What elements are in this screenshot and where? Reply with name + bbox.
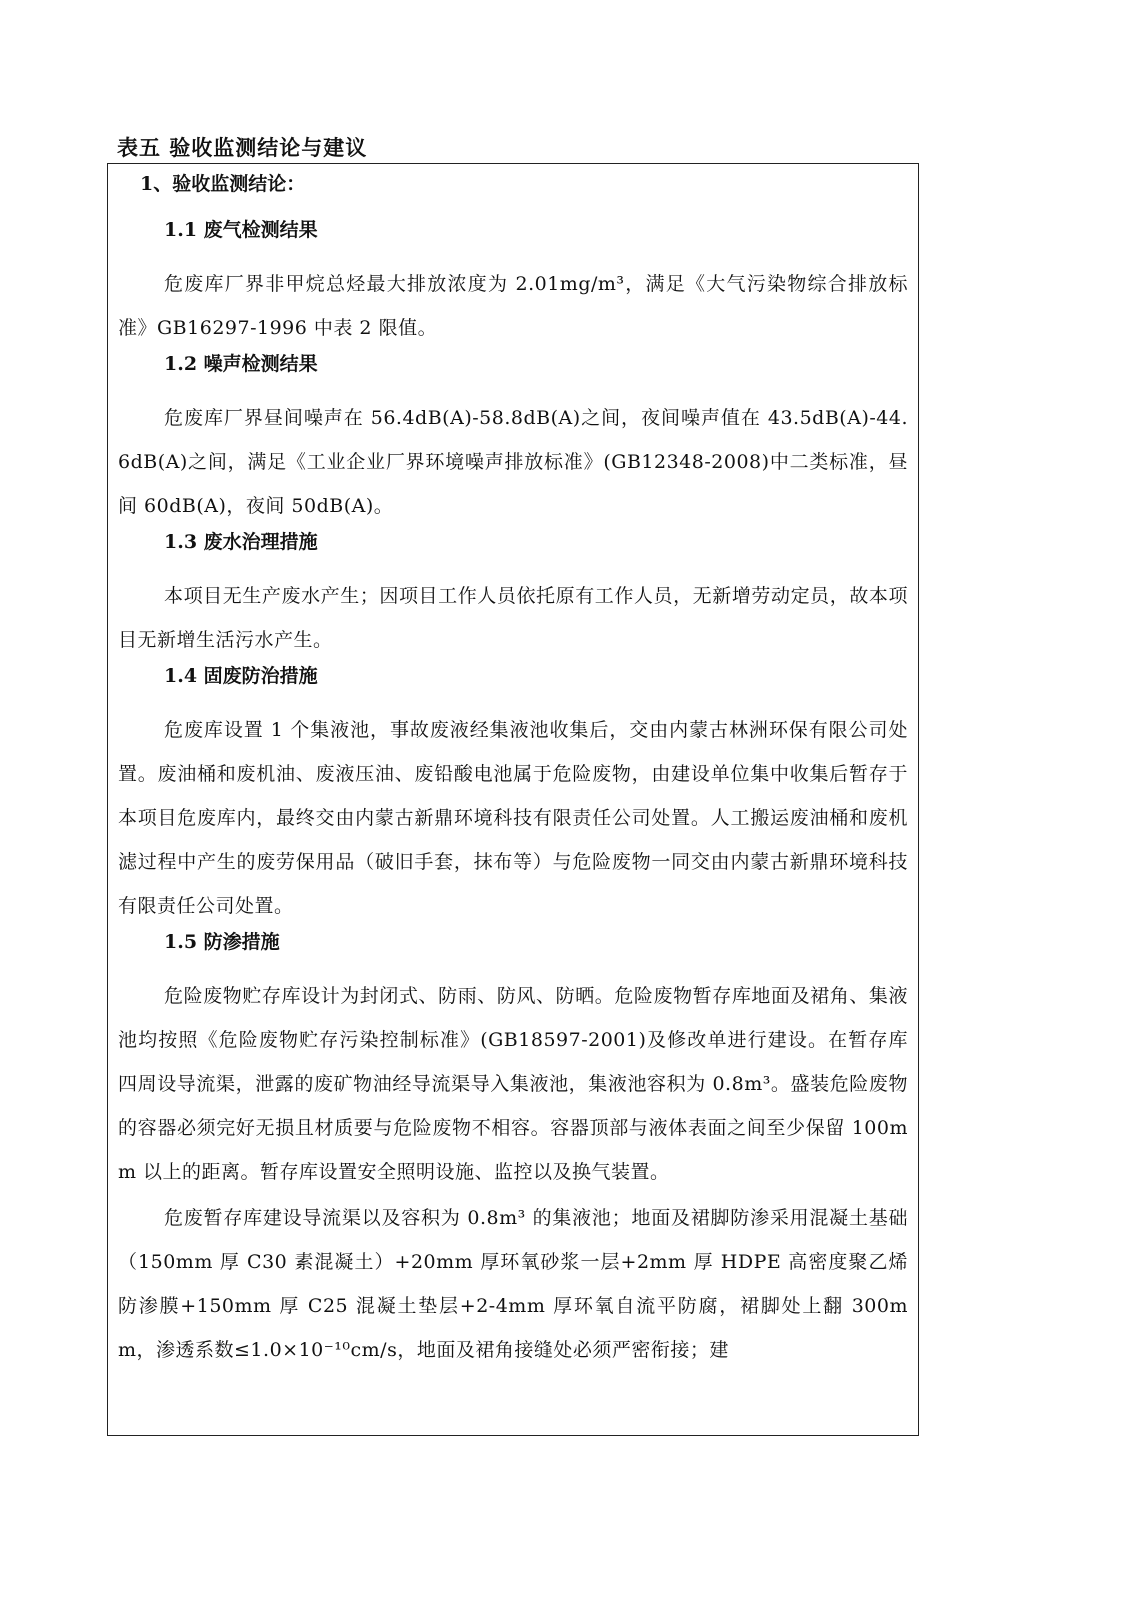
- section-paragraph: 危废库厂界昼间噪声在 56.4dB(A)-58.8dB(A)之间，夜间噪声值在 43.5dB(A)-44.6dB(A)之间，满足《工业企业厂界环境噪声排放标准》(GB12348-2008)中二类标准，昼间 60dB(A)，夜间 50dB(A)。: [118, 407, 908, 517]
- section-paragraph: 危废库设置 1 个集液池，事故废液经集液池收集后，交由内蒙古林洲环保有限公司处置。废油桶和废机油、废液压油、废铅酸电池属于危险废物，由建设单位集中收集后暂存于本项目危废库内，最终交由内蒙古新鼎环境科技有限责任公司处置。人工搬运废油桶和废机滤过程中产生的废劳保用品（破旧手套，抹布等）与危险废物一同交由内蒙古新鼎环境科技有限责任公司处置。: [118, 719, 908, 917]
- conclusion-content: [118, 172, 908, 1374]
- section-heading: 1.3 废水治理措施: [164, 531, 318, 553]
- section-heading: 1.4 固废防治措施: [164, 665, 318, 687]
- section-anti-seepage: [118, 930, 908, 1372]
- section-wastewater: [118, 530, 908, 662]
- section-title: 1、验收监测结论：: [140, 173, 306, 195]
- section-paragraph: 危废暂存库建设导流渠以及容积为 0.8m³ 的集液池；地面及裙脚防渗采用混凝土基础（150mm 厚 C30 素混凝土）+20mm 厚环氧砂浆一层+2mm 厚 HDPE 高密度聚乙烯防渗膜+150mm 厚 C25 混凝土垫层+2-4mm 厚环氧自流平防腐，裙脚处上翻 300mm，渗透系数≤1.0×10⁻¹⁰cm/s，地面及裙角接缝处必须严密衔接；建: [118, 1207, 908, 1361]
- section-noise: [118, 352, 908, 528]
- section-heading: 1.1 废气检测结果: [164, 219, 318, 241]
- section-heading: 1.5 防渗措施: [164, 931, 280, 953]
- section-solid-waste: [118, 664, 908, 928]
- section-paragraph: 本项目无生产废水产生；因项目工作人员依托原有工作人员，无新增劳动定员，故本项目无新增生活污水产生。: [118, 585, 908, 651]
- section-paragraph: 危废库厂界非甲烷总烃最大排放浓度为 2.01mg/m³，满足《大气污染物综合排放标准》GB16297-1996 中表 2 限值。: [118, 273, 908, 339]
- section-exhaust-gas: [118, 218, 908, 350]
- section-paragraph: 危险废物贮存库设计为封闭式、防雨、防风、防晒。危险废物暂存库地面及裙角、集液池均按照《危险废物贮存污染控制标准》(GB18597-2001)及修改单进行建设。在暂存库四周设导流渠，泄露的废矿物油经导流渠导入集液池，集液池容积为 0.8m³。盛装危险废物的容器必须完好无损且材质要与危险废物不相容。容器顶部与液体表面之间至少保留 100mm 以上的距离。暂存库设置安全照明设施、监控以及换气装置。: [118, 985, 908, 1183]
- section-heading: 1.2 噪声检测结果: [164, 353, 318, 375]
- table-caption: 表五 验收监测结论与建议: [117, 135, 368, 160]
